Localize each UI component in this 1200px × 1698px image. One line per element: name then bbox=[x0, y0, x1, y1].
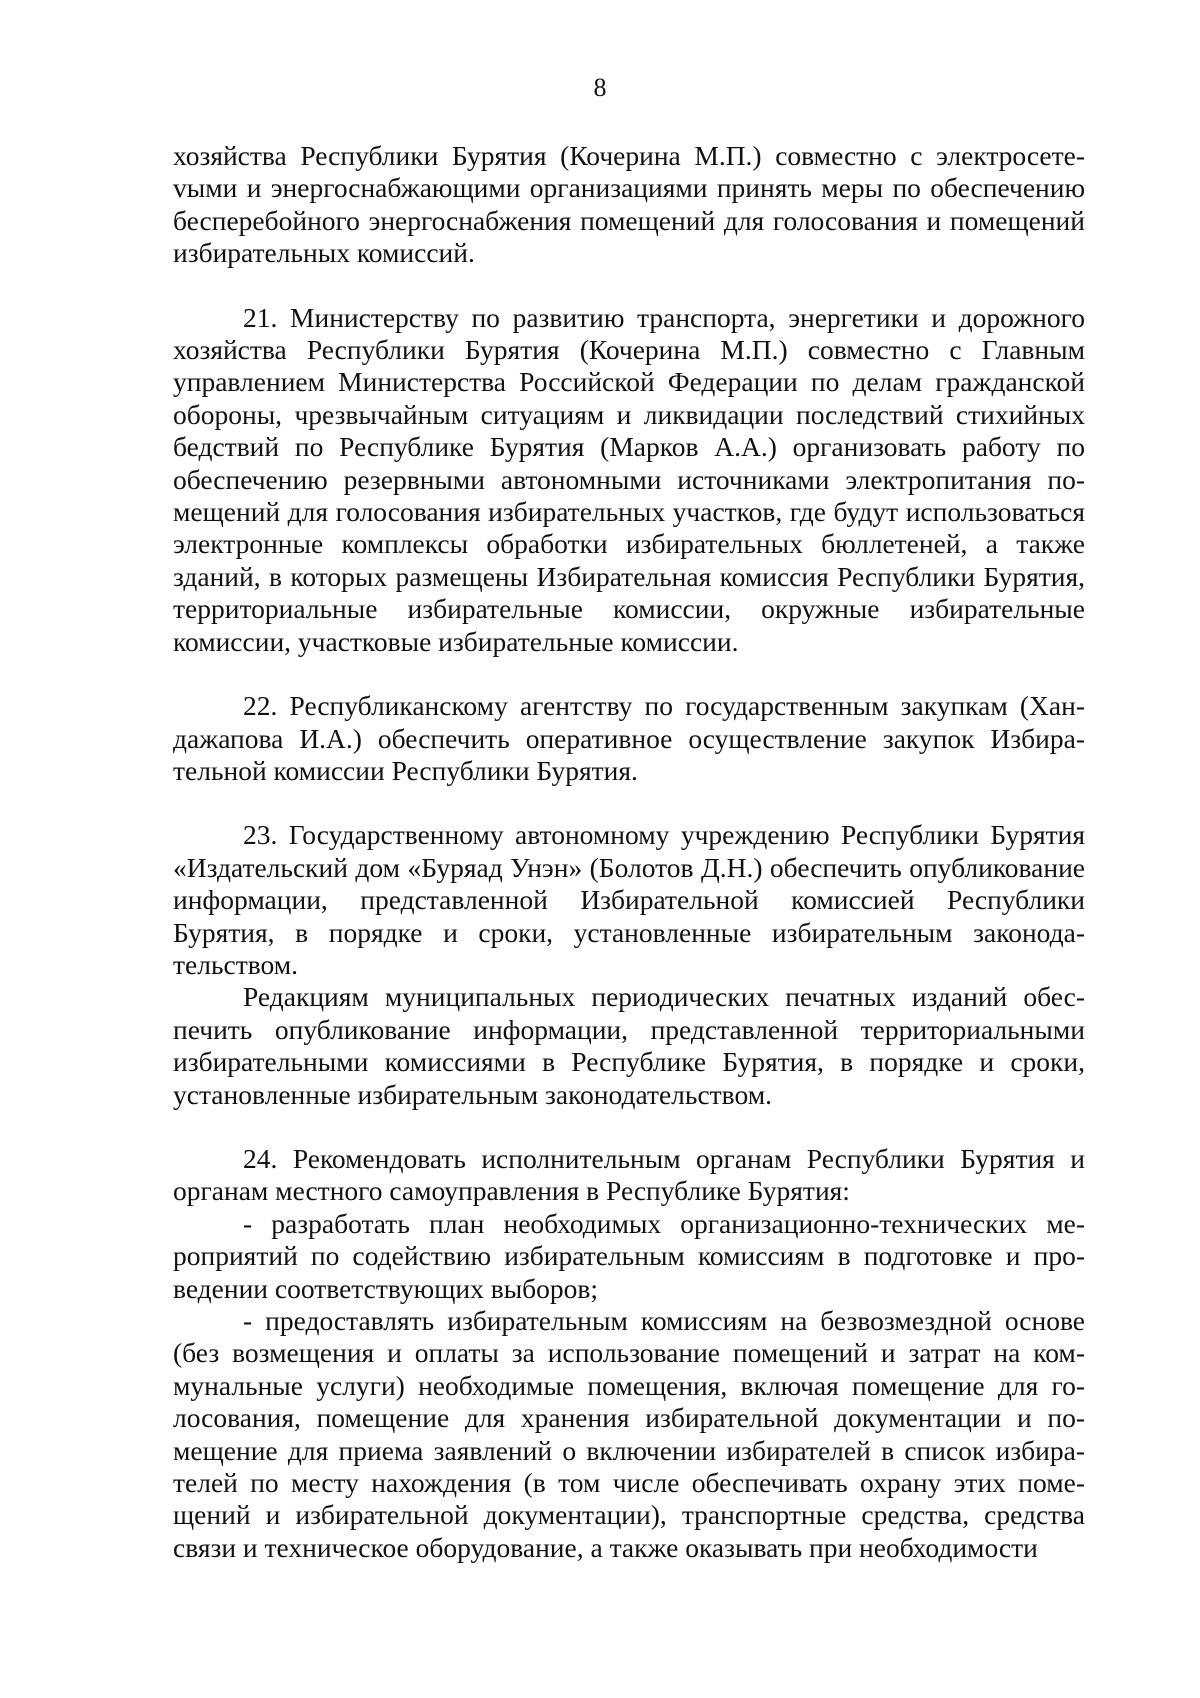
paragraph-20-continuation: хозяйства Республики Бурятия (Кочерина М.П.) совместно с электросетеvыми и энергоснабжающими организациями принять меры по обеспечению бесперебойного энергоснабжения помещений для голосования и помещений избирательных комиссий. bbox=[173, 140, 1085, 269]
paragraph-23: 23. Государственному автономному учреждению Республики Бурятия «Издательский дом «Буряад Унэн» (Болотов Д.Н.) обеспечить опубликование информации, представленной Избирательной комиссией Республики Бурятия, в порядке и сроки, установленные избирательным законодательством. bbox=[173, 819, 1085, 980]
paragraph-23-second: Редакциям муниципальных периодических печатных изданий обеспечить опубликование информации, представленной территориальными избирательными комиссиями в Республике Бурятия, в порядке и сроки, установленные избирательным законодательством. bbox=[173, 981, 1085, 1110]
paragraph-24-item-premises: - предоставлять избирательным комиссиям на безвозмездной основе (без возмещения и оплаты за использование помещений и затрат на коммунальные услуги) необходимые помещения, включая помещение для голосования, помещение для хранения избирательной документации и помещение для приема заявлений о включении избирателей в список избирателей по месту нахождения (в том числе обеспечивать охрану этих помещений и избирательной документации), транспортные средства, средства связи и техническое оборудование, а также оказывать при необходимости bbox=[173, 1305, 1085, 1563]
document-body bbox=[173, 140, 1085, 1564]
paragraph-22: 22. Республиканскому агентству по государственным закупкам (Хандажапова И.А.) обеспечить оперативное осуществление закупок Избирательной комиссии Республики Бурятия. bbox=[173, 690, 1085, 786]
page-number: 8 bbox=[593, 73, 607, 102]
paragraph-24-item-plan: - разработать план необходимых организационно-технических мероприятий по содействию избирательным комиссиям в подготовке и проведении соответствующих выборов; bbox=[173, 1207, 1085, 1304]
paragraph-21: 21. Министерству по развитию транспорта, энергетики и дорожного хозяйства Республики Бурятия (Кочерина М.П.) совместно с Главным управлением Министерства Российской Федерации по делам гражданской обороны, чрезвычайным ситуациям и ликвидации последствий стихийных бедствий по Республике Бурятия (Марков А.А.) организовать работу по обеспечению резервными автономными источниками электропитания помещений для голосования избирательных участков, где будут использоваться электронные комплексы обработки избирательных бюллетеней, а также зданий, в которых размещены Избирательная комиссия Республики Бурятия, территориальные избирательные комиссии, окружные избирательные комиссии, участковые избирательные комиссии. bbox=[173, 301, 1085, 657]
paragraph-24: 24. Рекомендовать исполнительным органам Республики Бурятия и органам местного самоуправления в Республике Бурятия: bbox=[173, 1142, 1085, 1207]
